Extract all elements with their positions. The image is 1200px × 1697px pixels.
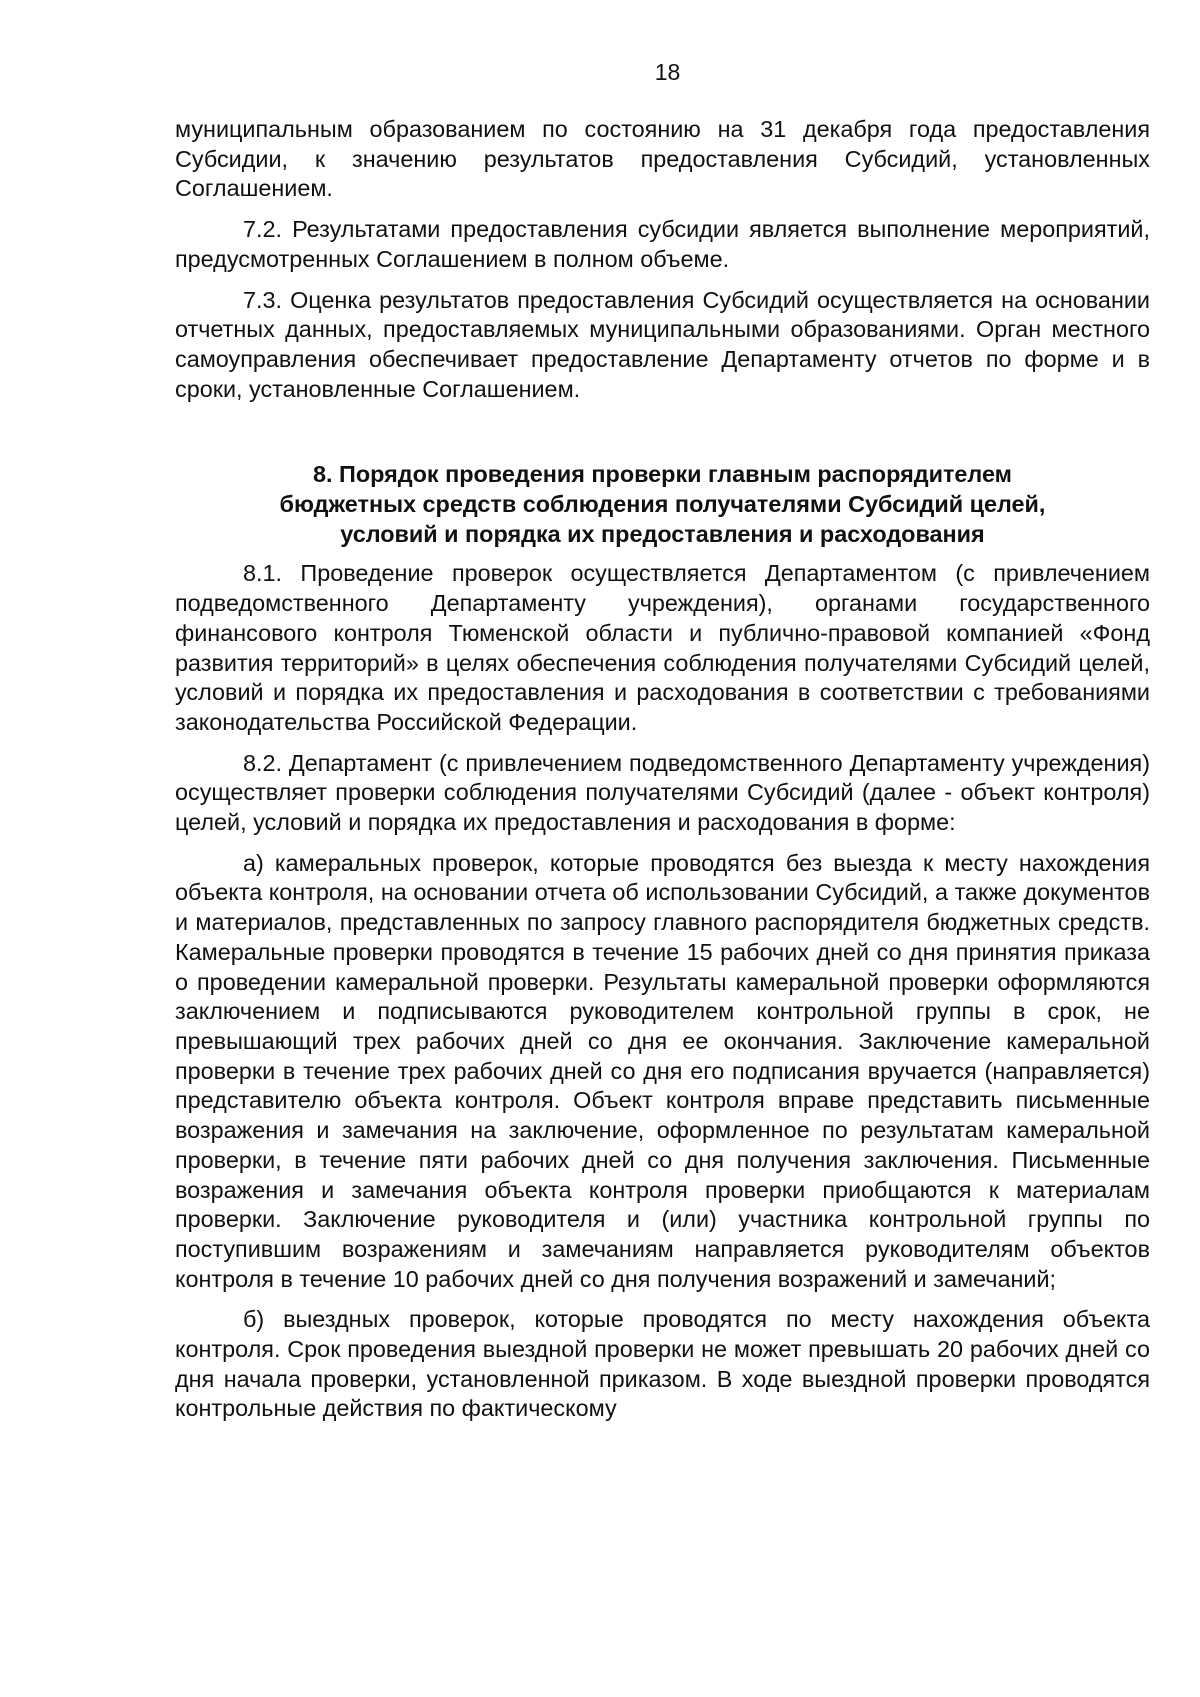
paragraph-8-1: 8.1. Проведение проверок осуществляется Департаментом (с привлечением подведомственного Департаменту учреждения), органами государственного финансового контроля Тюменской области и публично-правовой компанией «Фонд развития территорий» в целях обеспечения соблюдения получателями Субсидий целей, условий и порядка их предоставления и расходования в соответствии с требованиями законодательства Российской Федерации. — [175, 560, 1150, 735]
section-heading-line: бюджетных средств соблюдения получателями Субсидий целей, — [279, 491, 1046, 518]
paragraph-8-2: 8.2. Департамент (с привлечением подведомственного Департаменту учреждения) осуществляет проверки соблюдения получателями Субсидий (далее - объект контроля) целей, условий и порядка их предоставления и расходования в форме: — [175, 749, 1150, 836]
paragraph-7-2: 7.2. Результатами предоставления субсидии является выполнение мероприятий, предусмотренных Соглашением в полном объеме. — [175, 216, 1150, 272]
section-8-heading — [175, 460, 1150, 549]
section-heading-line: 8. Порядок проведения проверки главным распорядителем — [313, 461, 1012, 488]
document-body — [175, 115, 1150, 1435]
section-heading-line: условий и порядка их предоставления и расходования — [340, 520, 985, 547]
paragraph-8-2-a: а) камеральных проверок, которые проводятся без выезда к месту нахождения объекта контроля, на основании отчета об использовании Субсидий, а также документов и материалов, представленных по запросу главного распорядителя бюджетных средств. Камеральные проверки проводятся в течение 15 рабочих дней со дня принятия приказа о проведении камеральной проверки. Результаты камеральной проверки оформляются заключением и подписываются руководителем контрольной группы в срок, не превышающий трех рабочих дней со дня ее окончания. Заключение камеральной проверки в течение трех рабочих дней со дня его подписания вручается (направляется) представителю объекта контроля. Объект контроля вправе представить письменные возражения и замечания на заключение, оформленное по результатам камеральной проверки, в течение пяти рабочих дней со дня получения заключения. Письменные возражения и замечания объекта контроля проверки приобщаются к материалам проверки. Заключение руководителя и (или) участника контрольной группы по поступившим возражениям и замечаниям направляется руководителям объектов контроля в течение 10 рабочих дней со дня получения возражений и замечаний; — [175, 849, 1150, 1292]
paragraph-7-1-continuation: муниципальным образованием по состоянию на 31 декабря года предоставления Субсидии, к значению результатов предоставления Субсидий, установленных Соглашением. — [175, 116, 1150, 202]
paragraph-8-2-b: б) выездных проверок, которые проводятся по месту нахождения объекта контроля. Срок проведения выездной проверки не может превышать 20 рабочих дней со дня начала проверки, установленной приказом. В ходе выездной проверки проводятся контрольные действия по фактическому — [175, 1306, 1150, 1422]
paragraph-7-3: 7.3. Оценка результатов предоставления Субсидий осуществляется на основании отчетных данных, предоставляемых муниципальными образованиями. Орган местного самоуправления обеспечивает предоставление Департаменту отчетов по форме и в сроки, установленные Соглашением. — [175, 286, 1150, 402]
page-number: 18 — [654, 59, 681, 85]
